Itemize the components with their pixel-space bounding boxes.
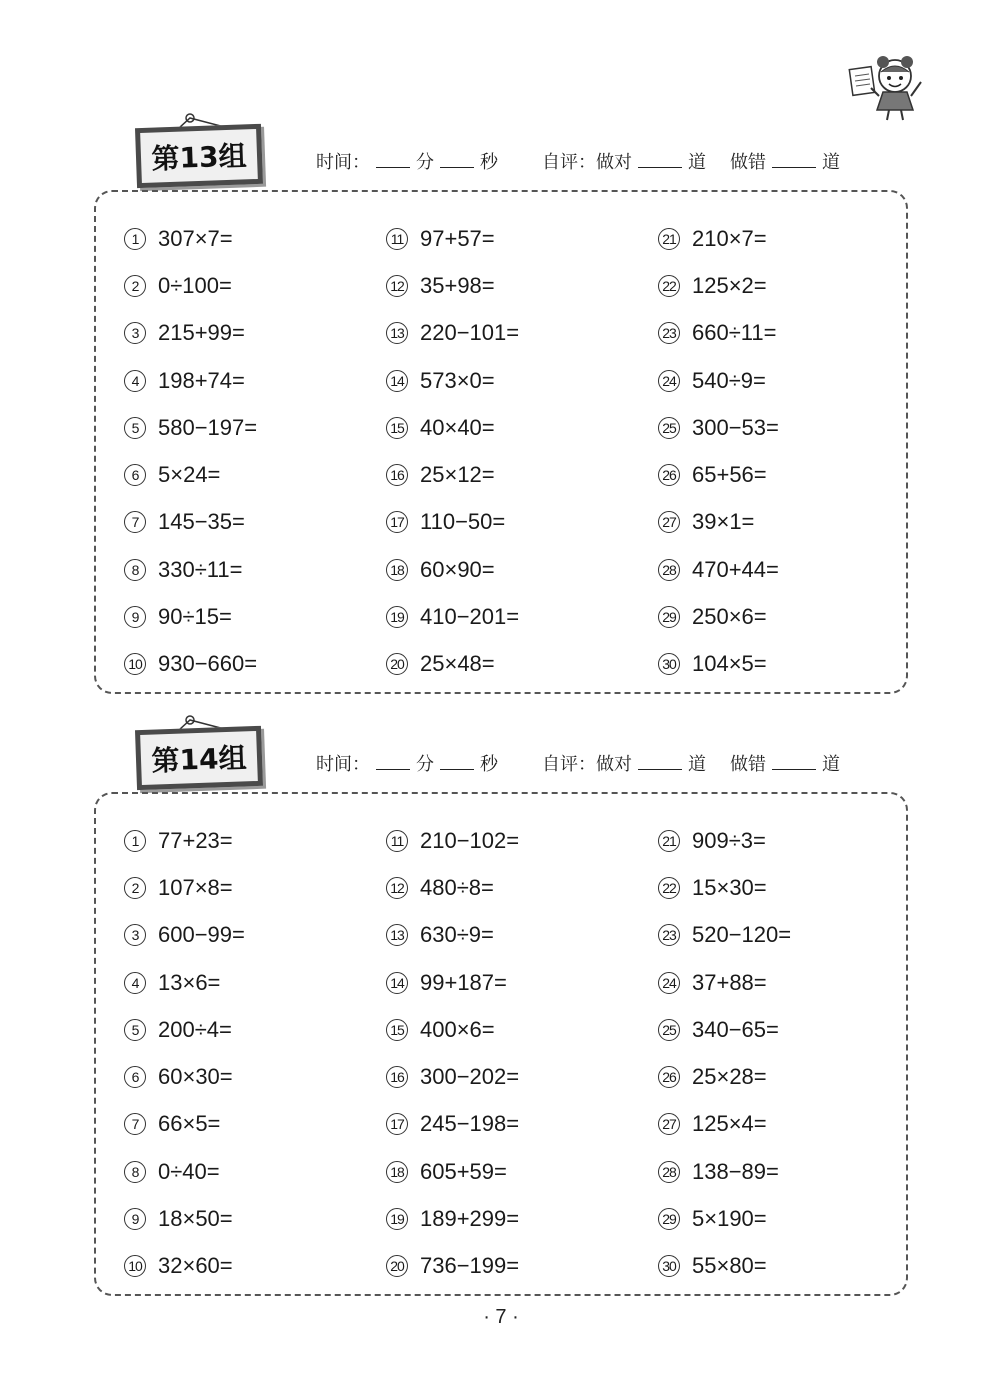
problem-expression: 125×2= (692, 272, 767, 298)
problem-number: 1 (124, 830, 146, 852)
problem-expression: 307×7= (158, 225, 233, 251)
problem-expression: 97+57= (420, 225, 495, 251)
problem-number: 23 (658, 924, 680, 946)
problem-item (386, 864, 519, 911)
problem-item (124, 310, 257, 357)
problem-item (386, 499, 519, 546)
problem-expression: 540÷9= (692, 367, 766, 393)
problem-number: 3 (124, 924, 146, 946)
problem-item (658, 1006, 791, 1053)
problem-item (658, 215, 779, 262)
problem-expression: 99+187= (420, 969, 507, 995)
problem-item (658, 262, 779, 309)
problem-number: 20 (386, 653, 408, 675)
problem-number: 8 (124, 1161, 146, 1183)
problem-expression: 630÷9= (420, 922, 494, 948)
problem-number: 4 (124, 370, 146, 392)
minute-label: 分 (416, 152, 434, 173)
problem-expression: 480÷8= (420, 874, 494, 900)
problem-item (658, 499, 779, 546)
problem-item (658, 357, 779, 404)
problem-expression: 0÷100= (158, 272, 232, 298)
problem-expression: 104×5= (692, 651, 767, 677)
problem-expression: 400×6= (420, 1016, 495, 1042)
problem-number: 20 (386, 1255, 408, 1277)
problem-number: 15 (386, 1019, 408, 1041)
problem-expression: 60×30= (158, 1064, 233, 1090)
minutes-blank[interactable] (376, 151, 410, 168)
problem-item (386, 641, 519, 688)
problem-number: 22 (658, 877, 680, 899)
problem-item (124, 357, 257, 404)
problem-item (386, 404, 519, 451)
problem-number: 7 (124, 1113, 146, 1135)
problem-number: 6 (124, 464, 146, 486)
problem-number: 26 (658, 464, 680, 486)
problem-column (124, 817, 245, 1290)
problem-expression: 25×28= (692, 1064, 767, 1090)
problem-expression: 736−199= (420, 1253, 520, 1279)
correct-count-blank[interactable] (638, 753, 682, 770)
time-label: 时间： (316, 754, 370, 775)
problem-expression: 40×40= (420, 414, 495, 440)
problem-expression: 37+88= (692, 969, 767, 995)
problem-number: 30 (658, 653, 680, 675)
problem-item (124, 262, 257, 309)
problem-item (386, 593, 519, 640)
problem-item (658, 1148, 791, 1195)
problem-item (386, 817, 519, 864)
problem-column (658, 817, 791, 1290)
problem-number: 28 (658, 559, 680, 581)
problem-number: 27 (658, 511, 680, 533)
problem-expression: 15×30= (692, 874, 767, 900)
problem-number: 11 (386, 830, 408, 852)
wrong-label: 做错 (730, 152, 766, 173)
wrong-count-blank[interactable] (772, 753, 816, 770)
page-number: · 7 · (483, 1306, 519, 1328)
problem-expression: 660÷11= (692, 320, 777, 346)
problem-number: 29 (658, 1208, 680, 1230)
problem-number: 11 (386, 228, 408, 250)
problem-number: 16 (386, 464, 408, 486)
time-and-self-evaluation (316, 148, 840, 174)
problem-number: 18 (386, 1161, 408, 1183)
group-title: 第13组 (151, 139, 248, 176)
problem-number: 18 (386, 559, 408, 581)
problem-item (658, 451, 779, 498)
problem-number: 13 (386, 924, 408, 946)
problem-item (386, 1101, 519, 1148)
problem-number: 2 (124, 275, 146, 297)
minute-label: 分 (416, 754, 434, 775)
problem-item (386, 1195, 519, 1242)
problem-item (124, 912, 245, 959)
problem-expression: 60×90= (420, 556, 495, 582)
problem-item (386, 357, 519, 404)
problem-item (658, 1195, 791, 1242)
problem-number: 15 (386, 417, 408, 439)
minutes-blank[interactable] (376, 753, 410, 770)
problem-expression: 145−35= (158, 509, 245, 535)
problem-expression: 90÷15= (158, 604, 232, 630)
problem-item (124, 1006, 245, 1053)
problem-item (658, 641, 779, 688)
problem-item (386, 262, 519, 309)
problem-expression: 5×24= (158, 462, 221, 488)
seconds-blank[interactable] (440, 753, 474, 770)
problem-item (386, 1006, 519, 1053)
problem-number: 13 (386, 322, 408, 344)
problem-number: 14 (386, 972, 408, 994)
problem-number: 3 (124, 322, 146, 344)
problem-item (124, 499, 257, 546)
unit-label: 道 (688, 754, 706, 775)
problem-expression: 0÷40= (158, 1158, 220, 1184)
problem-expression: 245−198= (420, 1111, 520, 1137)
problem-item (124, 864, 245, 911)
problem-number: 30 (658, 1255, 680, 1277)
problem-number: 8 (124, 559, 146, 581)
problem-number: 21 (658, 830, 680, 852)
problem-expression: 210×7= (692, 225, 767, 251)
problem-expression: 66×5= (158, 1111, 221, 1137)
problem-item (658, 404, 779, 451)
problem-item (124, 1053, 245, 1100)
problem-column (386, 215, 519, 688)
wrong-count-blank[interactable] (772, 151, 816, 168)
problem-expression: 5×190= (692, 1206, 767, 1232)
time-label: 时间： (316, 152, 370, 173)
problem-item (124, 1148, 245, 1195)
problem-expression: 300−202= (420, 1064, 520, 1090)
problem-item (386, 310, 519, 357)
problem-expression: 35+98= (420, 272, 495, 298)
problem-number: 6 (124, 1066, 146, 1088)
problem-expression: 138−89= (692, 1158, 779, 1184)
unit-label: 道 (822, 152, 840, 173)
problem-number: 12 (386, 275, 408, 297)
unit-label: 道 (822, 754, 840, 775)
problem-item (124, 546, 257, 593)
problem-item (124, 1243, 245, 1290)
problem-number: 10 (124, 653, 146, 675)
problem-number: 14 (386, 370, 408, 392)
group-title: 第14组 (151, 741, 248, 778)
problem-number: 21 (658, 228, 680, 250)
problem-item (124, 1195, 245, 1242)
problem-number: 22 (658, 275, 680, 297)
problem-number: 24 (658, 972, 680, 994)
problem-expression: 77+23= (158, 827, 233, 853)
problem-item (386, 912, 519, 959)
problem-number: 9 (124, 1208, 146, 1230)
problem-expression: 32×60= (158, 1253, 233, 1279)
problem-number: 27 (658, 1113, 680, 1135)
problem-number: 2 (124, 877, 146, 899)
problem-number: 1 (124, 228, 146, 250)
problem-number: 28 (658, 1161, 680, 1183)
problem-item (124, 959, 245, 1006)
problem-number: 4 (124, 972, 146, 994)
problem-item (124, 215, 257, 262)
problem-item (386, 1243, 519, 1290)
problem-column (124, 215, 257, 688)
problem-number: 5 (124, 1019, 146, 1041)
problem-expression: 300−53= (692, 414, 779, 440)
wrong-label: 做错 (730, 754, 766, 775)
self-eval-correct-label: 自评：做对 (542, 152, 632, 173)
problem-number: 29 (658, 606, 680, 628)
problem-number: 7 (124, 511, 146, 533)
problem-expression: 600−99= (158, 922, 245, 948)
problem-number: 19 (386, 1208, 408, 1230)
problem-expression: 215+99= (158, 320, 245, 346)
problem-item (124, 593, 257, 640)
problem-number: 25 (658, 417, 680, 439)
problem-item (658, 593, 779, 640)
problem-expression: 110−50= (420, 509, 506, 535)
unit-label: 道 (688, 152, 706, 173)
problem-column (658, 215, 779, 688)
girl-holding-paper-illustration (845, 52, 925, 122)
problem-number: 25 (658, 1019, 680, 1041)
problem-item (658, 864, 791, 911)
problem-expression: 65+56= (692, 462, 767, 488)
problem-item (124, 641, 257, 688)
problem-expression: 210−102= (420, 827, 520, 853)
problem-expression: 39×1= (692, 509, 755, 535)
problem-item (386, 546, 519, 593)
problem-expression: 470+44= (692, 556, 779, 582)
problem-number: 19 (386, 606, 408, 628)
problem-number: 5 (124, 417, 146, 439)
second-label: 秒 (480, 754, 498, 775)
problem-expression: 340−65= (692, 1016, 779, 1042)
problem-expression: 198+74= (158, 367, 245, 393)
problem-item (124, 404, 257, 451)
problem-column (386, 817, 519, 1290)
problem-item (658, 912, 791, 959)
problem-expression: 200÷4= (158, 1016, 232, 1042)
problem-item (124, 817, 245, 864)
correct-count-blank[interactable] (638, 151, 682, 168)
problem-expression: 13×6= (158, 969, 221, 995)
problem-item (386, 1148, 519, 1195)
problem-item (386, 451, 519, 498)
seconds-blank[interactable] (440, 151, 474, 168)
problem-expression: 220−101= (420, 320, 520, 346)
problem-expression: 25×48= (420, 651, 495, 677)
problem-item (658, 310, 779, 357)
problem-expression: 573×0= (420, 367, 495, 393)
problem-expression: 125×4= (692, 1111, 767, 1137)
problem-expression: 18×50= (158, 1206, 233, 1232)
second-label: 秒 (480, 152, 498, 173)
problem-number: 23 (658, 322, 680, 344)
problem-number: 26 (658, 1066, 680, 1088)
problem-expression: 25×12= (420, 462, 495, 488)
self-eval-correct-label: 自评：做对 (542, 754, 632, 775)
problem-expression: 930−660= (158, 651, 258, 677)
problem-number: 17 (386, 1113, 408, 1135)
problem-number: 24 (658, 370, 680, 392)
problem-item (124, 451, 257, 498)
problem-item (658, 1101, 791, 1148)
problem-expression: 250×6= (692, 604, 767, 630)
group-title-sign (135, 726, 263, 790)
problem-expression: 410−201= (420, 604, 520, 630)
problem-item (386, 959, 519, 1006)
problem-item (658, 1243, 791, 1290)
problem-expression: 520−120= (692, 922, 792, 948)
problem-expression: 580−197= (158, 414, 258, 440)
problem-number: 17 (386, 511, 408, 533)
problem-item (386, 1053, 519, 1100)
problems-box (94, 190, 908, 694)
problem-expression: 107×8= (158, 874, 233, 900)
problem-item (658, 817, 791, 864)
problem-expression: 909÷3= (692, 827, 766, 853)
problem-expression: 605+59= (420, 1158, 507, 1184)
time-and-self-evaluation (316, 750, 840, 776)
problem-number: 12 (386, 877, 408, 899)
problem-item (658, 546, 779, 593)
problem-item (386, 215, 519, 262)
problem-expression: 55×80= (692, 1253, 767, 1279)
problem-item (658, 959, 791, 1006)
problem-item (658, 1053, 791, 1100)
group-title-sign (135, 124, 263, 188)
problem-number: 16 (386, 1066, 408, 1088)
problem-number: 9 (124, 606, 146, 628)
problem-item (124, 1101, 245, 1148)
problem-number: 10 (124, 1255, 146, 1277)
problem-expression: 330÷11= (158, 556, 243, 582)
problems-box (94, 792, 908, 1296)
problem-expression: 189+299= (420, 1206, 520, 1232)
